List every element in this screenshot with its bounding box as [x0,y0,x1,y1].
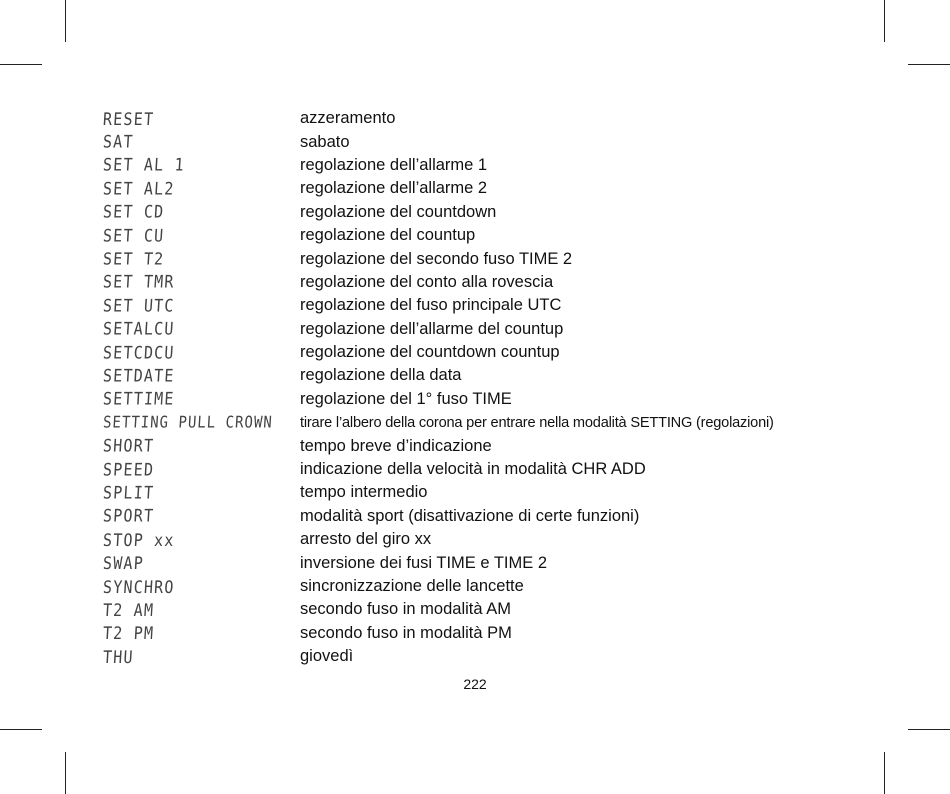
term-definition: azzeramento [300,109,396,128]
lcd-term: SETTING PULL CROWN [102,413,274,432]
lcd-term: T2 AM [102,599,155,621]
term-definition: sincronizzazione delle lancette [300,577,524,595]
lcd-term: SET AL 1 [102,155,186,176]
crop-mark-bottom-right-vertical [884,752,885,794]
term-definition: regolazione del fuso principale UTC [300,296,562,315]
term-definition: regolazione dell’allarme 1 [300,155,488,174]
glossary-row [103,551,863,574]
lcd-term: SET UTC [102,295,176,317]
lcd-term: THU [102,646,135,668]
glossary-list [103,107,863,668]
lcd-term: SET TMR [102,272,176,293]
glossary-row [103,388,863,411]
page-number: 222 [463,676,487,692]
lcd-term: SET CD [102,201,166,223]
crop-mark-top-right-horizontal [908,64,950,65]
glossary-row [103,505,863,528]
glossary-row [103,645,863,668]
term-definition: regolazione dell’allarme del countup [300,319,564,338]
lcd-term: SPEED [102,459,155,480]
term-definition: indicazione della velocità in modalità CHR ADD [300,460,646,479]
term-definition: regolazione del countdown [300,202,497,221]
term-definition: giovedì [300,647,354,666]
glossary-row [103,411,863,434]
term-definition: tempo breve d’indicazione [300,436,492,455]
lcd-term: SAT [102,131,135,153]
term-definition: regolazione del conto alla rovescia [300,272,554,291]
lcd-term: SET AL2 [102,178,176,200]
term-definition: regolazione del secondo fuso TIME 2 [300,249,573,268]
glossary-row [103,598,863,621]
glossary-row [103,622,863,645]
glossary-row [103,201,863,224]
glossary-row [103,224,863,247]
glossary-row [103,434,863,457]
glossary-row [103,294,863,317]
lcd-term: SYNCHRO [102,576,176,597]
glossary-row [103,575,863,598]
glossary-row [103,247,863,270]
glossary-row [103,364,863,387]
lcd-term: STOP xx [102,529,176,551]
lcd-term: SWAP [102,552,145,574]
lcd-term: RESET [102,108,155,130]
glossary-row [103,341,863,364]
glossary-row [103,528,863,551]
crop-mark-bottom-right-horizontal [908,729,950,730]
term-definition: inversione dei fusi TIME e TIME 2 [300,553,547,572]
lcd-term: SHORT [102,435,155,457]
crop-mark-bottom-left-vertical [65,752,66,794]
lcd-term: SETTIME [102,389,176,410]
lcd-term: SET T2 [102,248,166,270]
term-definition: tirare l’albero della corona per entrare nella modalità SETTING (regolazioni) [300,414,774,431]
lcd-term: SETDATE [102,365,176,387]
glossary-row [103,458,863,481]
term-definition: regolazione della data [300,366,462,385]
lcd-term: T2 PM [102,622,155,644]
lcd-term: SETALCU [102,318,176,340]
term-definition: secondo fuso in modalità PM [300,623,512,642]
glossary-row [103,130,863,153]
term-definition: modalità sport (disattivazione di certe funzioni) [300,506,640,525]
term-definition: secondo fuso in modalità AM [300,600,511,619]
crop-mark-top-right-vertical [884,0,885,42]
crop-mark-bottom-left-horizontal [0,729,42,730]
glossary-row [103,107,863,130]
lcd-term: SET CU [102,225,166,246]
glossary-row [103,154,863,177]
glossary-row [103,271,863,294]
lcd-term: SPORT [102,505,155,527]
term-definition: arresto del giro xx [300,530,432,549]
term-definition: regolazione dell’allarme 2 [300,179,488,198]
glossary-row [103,481,863,504]
lcd-term: SETCDCU [102,342,176,363]
term-definition: regolazione del countup [300,226,476,245]
lcd-term: SPLIT [102,482,155,504]
term-definition: tempo intermedio [300,483,428,502]
glossary-row [103,177,863,200]
term-definition: sabato [300,132,350,151]
term-definition: regolazione del 1° fuso TIME [300,389,512,408]
crop-mark-top-left-horizontal [0,64,42,65]
term-definition: regolazione del countdown countup [300,343,560,362]
crop-mark-top-left-vertical [65,0,66,42]
glossary-row [103,318,863,341]
